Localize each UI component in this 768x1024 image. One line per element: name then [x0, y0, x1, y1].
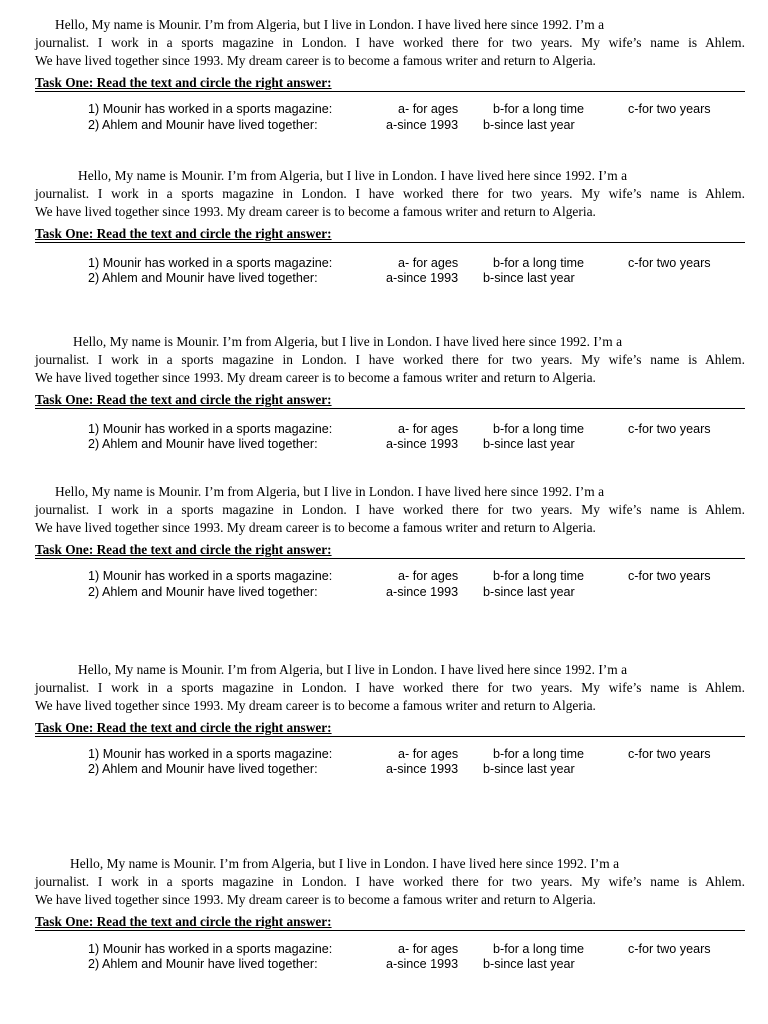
task-title: Task One: Read the text and circle the right answer: [35, 392, 745, 409]
passage-line-1: Hello, My name is Mounir. I’m from Algeria, but I live in London. I have lived here since 1992. I’m a [78, 168, 628, 183]
question-1-option-b[interactable]: b-for a long time [493, 747, 584, 761]
worksheet-block-6 [35, 855, 745, 974]
passage-line-3: We have lived together since 1993. My dream career is to become a famous writer and return to Algeria. [35, 204, 596, 219]
passage-line-2: journalist. I work in a sports magazine in London. I have worked there for two years. My wife’s name is Ahlem. [35, 502, 745, 517]
question-1-option-a[interactable]: a- for ages [398, 942, 459, 956]
passage-line-3: We have lived together since 1993. My dream career is to become a famous writer and return to Algeria. [35, 698, 596, 713]
question-1-option-a[interactable]: a- for ages [398, 747, 459, 761]
question-2-text: 2) Ahlem and Mounir have lived together: [88, 957, 318, 971]
question-1-option-c[interactable]: c-for two years [628, 256, 711, 270]
question-list [35, 102, 745, 134]
question-2-text: 2) Ahlem and Mounir have lived together: [88, 271, 318, 285]
question-2-option-a[interactable]: a-since 1993 [386, 118, 459, 132]
question-1-text: 1) Mounir has worked in a sports magazine: [88, 256, 333, 270]
question-1-option-b[interactable]: b-for a long time [493, 256, 584, 270]
question-2-option-a[interactable]: a-since 1993 [386, 957, 459, 971]
question-1-option-b[interactable]: b-for a long time [493, 422, 584, 436]
passage-line-2: journalist. I work in a sports magazine in London. I have worked there for two years. My wife’s name is Ahlem. [35, 186, 745, 201]
reading-passage [35, 661, 745, 715]
question-2-option-a[interactable]: a-since 1993 [386, 437, 459, 451]
question-2-option-b[interactable]: b-since last year [483, 957, 575, 971]
question-1-option-c[interactable]: c-for two years [628, 942, 711, 956]
passage-line-1: Hello, My name is Mounir. I’m from Algeria, but I live in London. I have lived here since 1992. I’m a [55, 484, 605, 499]
worksheet-block-2 [35, 167, 745, 288]
question-1-option-a[interactable]: a- for ages [398, 569, 459, 583]
question-2-text: 2) Ahlem and Mounir have lived together: [88, 762, 318, 776]
passage-line-3: We have lived together since 1993. My dream career is to become a famous writer and return to Algeria. [35, 370, 596, 385]
question-1-option-b[interactable]: b-for a long time [493, 102, 584, 116]
reading-passage [35, 483, 745, 537]
question-1-text: 1) Mounir has worked in a sports magazine: [88, 569, 333, 583]
passage-line-1: Hello, My name is Mounir. I’m from Algeria, but I live in London. I have lived here since 1992. I’m a [78, 662, 628, 677]
passage-line-2: journalist. I work in a sports magazine in London. I have worked there for two years. My wife’s name is Ahlem. [35, 680, 745, 695]
passage-line-2: journalist. I work in a sports magazine in London. I have worked there for two years. My wife’s name is Ahlem. [35, 874, 745, 889]
passage-line-1: Hello, My name is Mounir. I’m from Algeria, but I live in London. I have lived here since 1992. I’m a [73, 334, 623, 349]
reading-passage [35, 16, 745, 70]
task-title: Task One: Read the text and circle the right answer: [35, 542, 745, 559]
question-list [35, 747, 745, 779]
question-1-text: 1) Mounir has worked in a sports magazine: [88, 942, 333, 956]
question-1-option-b[interactable]: b-for a long time [493, 942, 584, 956]
task-title: Task One: Read the text and circle the right answer: [35, 914, 745, 931]
question-list [35, 256, 745, 288]
passage-line-1: Hello, My name is Mounir. I’m from Algeria, but I live in London. I have lived here since 1992. I’m a [55, 17, 605, 32]
question-2-text: 2) Ahlem and Mounir have lived together: [88, 118, 318, 132]
question-list [35, 942, 745, 974]
question-2-option-a[interactable]: a-since 1993 [386, 762, 459, 776]
passage-line-3: We have lived together since 1993. My dream career is to become a famous writer and return to Algeria. [35, 520, 596, 535]
passage-line-2: journalist. I work in a sports magazine in London. I have worked there for two years. My wife’s name is Ahlem. [35, 35, 745, 50]
question-1-option-a[interactable]: a- for ages [398, 256, 459, 270]
worksheet-block-5 [35, 661, 745, 779]
worksheet-block-1 [35, 16, 745, 134]
passage-line-1: Hello, My name is Mounir. I’m from Algeria, but I live in London. I have lived here since 1992. I’m a [70, 856, 620, 871]
question-1-text: 1) Mounir has worked in a sports magazine: [88, 102, 333, 116]
reading-passage [35, 333, 745, 387]
question-2-option-a[interactable]: a-since 1993 [386, 271, 459, 285]
question-2-option-a[interactable]: a-since 1993 [386, 585, 459, 599]
question-list [35, 422, 745, 454]
question-2-option-b[interactable]: b-since last year [483, 118, 575, 132]
passage-line-2: journalist. I work in a sports magazine in London. I have worked there for two years. My wife’s name is Ahlem. [35, 352, 745, 367]
question-2-text: 2) Ahlem and Mounir have lived together: [88, 437, 318, 451]
task-title: Task One: Read the text and circle the right answer: [35, 720, 745, 737]
question-1-text: 1) Mounir has worked in a sports magazine: [88, 422, 333, 436]
question-1-text: 1) Mounir has worked in a sports magazine: [88, 747, 333, 761]
question-1-option-c[interactable]: c-for two years [628, 422, 711, 436]
reading-passage [35, 855, 745, 909]
question-2-option-b[interactable]: b-since last year [483, 271, 575, 285]
worksheet-block-4 [35, 483, 745, 601]
task-title: Task One: Read the text and circle the right answer: [35, 75, 745, 92]
question-1-option-a[interactable]: a- for ages [398, 422, 459, 436]
question-1-option-c[interactable]: c-for two years [628, 747, 711, 761]
question-1-option-a[interactable]: a- for ages [398, 102, 459, 116]
question-list [35, 569, 745, 601]
reading-passage [35, 167, 745, 221]
worksheet-block-3 [35, 333, 745, 454]
passage-line-3: We have lived together since 1993. My dream career is to become a famous writer and return to Algeria. [35, 892, 596, 907]
task-title: Task One: Read the text and circle the right answer: [35, 226, 745, 243]
question-1-option-c[interactable]: c-for two years [628, 569, 711, 583]
question-2-option-b[interactable]: b-since last year [483, 762, 575, 776]
question-1-option-c[interactable]: c-for two years [628, 102, 711, 116]
question-2-option-b[interactable]: b-since last year [483, 437, 575, 451]
question-1-option-b[interactable]: b-for a long time [493, 569, 584, 583]
passage-line-3: We have lived together since 1993. My dream career is to become a famous writer and return to Algeria. [35, 53, 596, 68]
question-2-option-b[interactable]: b-since last year [483, 585, 575, 599]
question-2-text: 2) Ahlem and Mounir have lived together: [88, 585, 318, 599]
